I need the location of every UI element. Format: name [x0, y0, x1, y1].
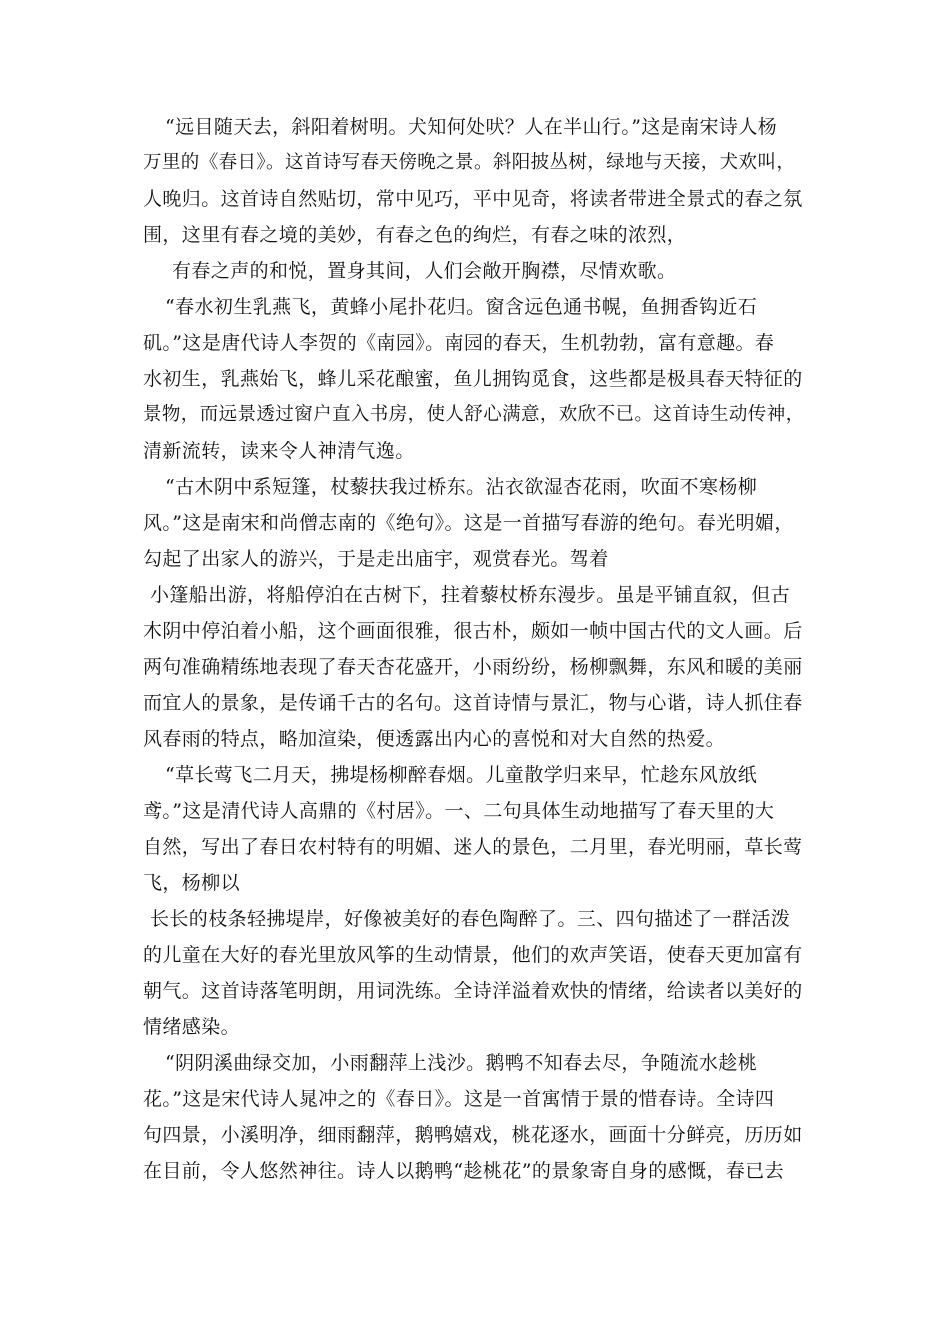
text-line: 鸢。”这是清代诗人高鼎的《村居》。一、二句具体生动地描写了春天里的大	[143, 800, 775, 822]
text-line: 木阴中停泊着小船，这个画面很雅，很古朴，颇如一帧中国古代的文人画。后	[143, 620, 803, 642]
text-line: 花。”这是宋代诗人晁冲之的《春日》。这是一首寓情于景的惜春诗。全诗四	[143, 1088, 775, 1110]
text-line: 句四景，小溪明净，细雨翻萍，鹅鸭嬉戏，桃花逐水，画面十分鲜亮，历历如	[143, 1124, 803, 1146]
text-line: 情绪感染。	[143, 1016, 241, 1038]
text-line: 在目前，令人悠然神往。诗人以鹅鸭“趁桃花”的景象寄自身的感慨，春已去	[143, 1160, 785, 1182]
text-line: 人晚归。这首诗自然贴切，常中见巧，平中见奇，将读者带进全景式的春之氛	[143, 188, 803, 210]
text-line: 矶。”这是唐代诗人李贺的《南园》。南园的春天，生机勃勃，富有意趣。春	[143, 332, 775, 354]
text-line: “阴阴溪曲绿交加，小雨翻萍上浅沙。鹅鸭不知春去尽，争随流水趁桃	[165, 1052, 758, 1074]
text-line: 风春雨的特点，略加渲染，便透露出内心的喜悦和对大自然的热爱。	[143, 728, 726, 750]
text-line: 朝气。这首诗落笔明朗，用词洗练。全诗洋溢着欢快的情绪，给读者以美好的	[143, 980, 803, 1002]
text-line: 景物，而远景透过窗户直入书房，使人舒心满意，欢欣不已。这首诗生动传神，	[143, 404, 805, 425]
text-line: 小篷船出游，将船停泊在古树下，拄着藜杖桥东漫步。虽是平铺直叙，但古	[150, 584, 791, 606]
text-line: 长长的枝条轻拂堤岸，好像被美好的春色陶醉了。三、四句描述了一群活泼	[150, 908, 791, 930]
text-line: 水初生，乳燕始飞，蜂儿采花酿蜜，鱼儿拥钩觅食，这些都是极具春天特征的	[143, 368, 803, 390]
text-line: 自然，写出了春日农村特有的明媚、迷人的景色，二月里，春光明丽，草长莺	[143, 836, 803, 858]
text-line: 而宜人的景象，是传诵千古的名句。这首诗情与景汇，物与心谐，诗人抓住春	[143, 692, 803, 714]
text-line: 有春之声的和悦，置身其间，人们会敞开胸襟，尽情欢歌。	[172, 260, 677, 282]
text-line: 围，这里有春之境的美妙，有春之色的绚烂，有春之味的浓烈，	[143, 224, 687, 246]
text-line: 的儿童在大好的春光里放风筝的生动情景，他们的欢声笑语，使春天更加富有	[143, 944, 803, 966]
text-line: 两句准确精练地表现了春天杏花盛开，小雨纷纷，杨柳飘舞，东风和暖的美丽	[143, 656, 803, 678]
text-line: “古木阴中系短篷，杖藜扶我过桥东。沾衣欲湿杏花雨，吹面不寒杨柳	[165, 476, 758, 498]
text-line: 万里的《春日》。这首诗写春天傍晚之景。斜阳披丛树，绿地与天接，犬欢叫，	[143, 152, 796, 173]
text-line: 勾起了出家人的游兴，于是走出庙宇，观赏春光。驾着	[143, 548, 609, 570]
text-line: “春水初生乳燕飞，黄蜂小尾扑花归。窗含远色通书幌，鱼拥香钩近石	[165, 296, 758, 318]
text-line: 飞，杨柳以	[143, 872, 241, 894]
text-line: “草长莺飞二月天，拂堤杨柳醉春烟。儿童散学归来早，忙趁东风放纸	[165, 764, 758, 786]
text-line: 清新流转，读来令人神清气逸。	[143, 440, 415, 462]
text-line: 风。”这是南宋和尚僧志南的《绝句》。这是一首描写春游的绝句。春光明媚，	[143, 512, 794, 534]
text-line: “远目随天去，斜阳着树明。犬知何处吠？人在半山行。”这是南宋诗人杨	[165, 116, 778, 138]
